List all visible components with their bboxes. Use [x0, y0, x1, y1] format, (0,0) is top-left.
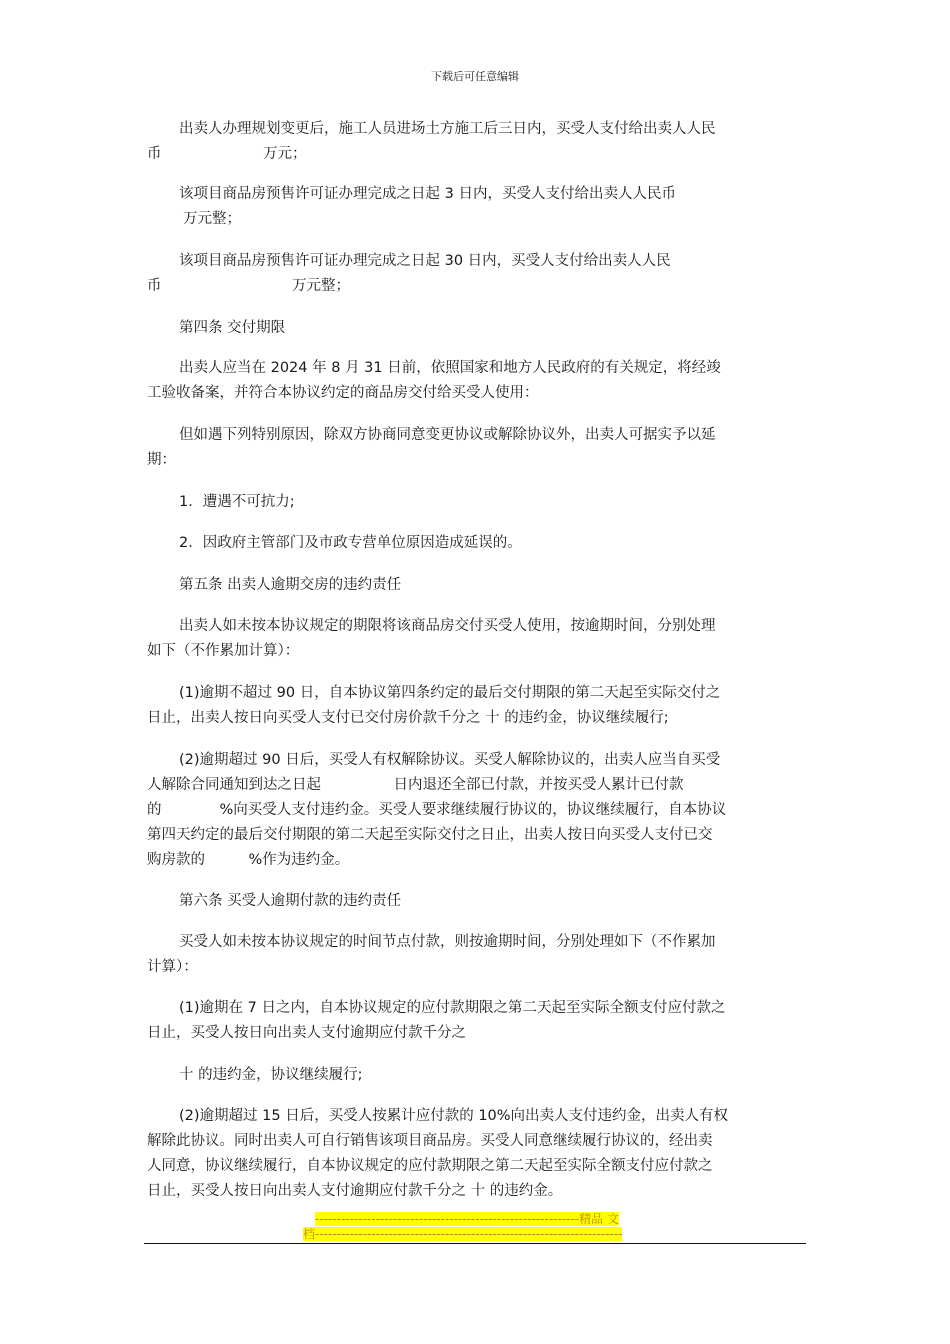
text-line: 人解除合同通知到达之日起 日内退还全部已付款，并按买受人累计已付款 [147, 777, 684, 793]
text-line: 万元整； [183, 211, 241, 227]
paragraph-seller-late-1 [147, 681, 807, 731]
text-line: 但如遇下列特别原因，除双方协商同意变更协议或解除协议外，出卖人可据实予以延 [179, 427, 716, 443]
section-heading-5 [147, 573, 807, 598]
text-line: 2．因政府主管部门及市政专营单位原因造成延误的。 [179, 535, 522, 551]
text-line: 该项目商品房预售许可证办理完成之日起 3 日内，买受人支付给出卖人人民币 [179, 186, 676, 202]
text-line: 出卖人如未按本协议规定的期限将该商品房交付买受人使用，按逾期时间，分别处理 [179, 618, 716, 634]
text-line: 工验收备案，并符合本协议约定的商品房交付给买受人使用： [147, 385, 539, 401]
footer-line-1: -------------------------------------------------------------精品 文 [315, 1212, 619, 1226]
section-heading-6 [147, 889, 807, 914]
paragraph-payment-1 [147, 117, 807, 167]
text-line: 计算）： [147, 959, 198, 975]
text-line: 币 万元； [147, 146, 307, 162]
text-line: 期： [147, 452, 176, 468]
list-item-2 [147, 531, 807, 556]
text-line: (1)逾期在 7 日之内，自本协议规定的应付款期限之第二天起至实际全额支付应付款之 [179, 1000, 726, 1016]
paragraph-delivery-term [147, 356, 807, 406]
text-line: 解除此协议。同时出卖人可自行销售该项目商品房。买受人同意继续履行协议的，经出卖 [147, 1133, 713, 1149]
text-line: 十 的违约金，协议继续履行; [179, 1067, 363, 1083]
paragraph-buyer-late-1-cont [147, 1063, 807, 1088]
text-line: (1)逾期不超过 90 日，自本协议第四条约定的最后交付期限的第二天起至实际交付之 [179, 685, 721, 701]
paragraph-payment-3 [147, 249, 807, 299]
paragraph-seller-late [147, 614, 807, 664]
text-line: 日止，出卖人按日向买受人支付已交付房价款千分之 十 的违约金，协议继续履行; [147, 710, 669, 726]
paragraph-seller-late-2 [147, 748, 807, 873]
text-line: (2)逾期超过 15 日后，买受人按累计应付款的 10%向出卖人支付违约金，出卖人有权 [179, 1108, 729, 1124]
footer-divider [144, 1243, 806, 1244]
text-line: 的 %向买受人支付违约金。买受人要求继续履行协议的，协议继续履行，自本协议 [147, 802, 727, 818]
text-line: 如下（不作累加计算）： [147, 643, 300, 659]
paragraph-buyer-late-1 [147, 996, 807, 1046]
text-line: 日止，买受人按日向出卖人支付逾期应付款千分之 十 的违约金。 [147, 1183, 563, 1199]
list-item-1 [147, 490, 807, 515]
paragraph-buyer-late [147, 930, 807, 980]
text-line: 第五条 出卖人逾期交房的违约责任 [179, 577, 402, 593]
text-line: 该项目商品房预售许可证办理完成之日起 30 日内，买受人支付给出卖人人民 [179, 253, 671, 269]
footer-watermark [147, 1212, 807, 1242]
text-line: 币 万元整； [147, 278, 350, 294]
text-line: 人同意，协议继续履行，自本协议规定的应付款期限之第二天起至实际全额支付应付款之 [147, 1158, 713, 1174]
text-line: (2)逾期超过 90 日后，买受人有权解除协议。买受人解除协议的，出卖人应当自买受 [179, 752, 721, 768]
section-heading-4 [147, 316, 807, 341]
footer-line-2: 档----------------------------------------------------------------------- [303, 1227, 623, 1241]
paragraph-payment-2 [147, 182, 807, 232]
text-line: 买受人如未按本协议规定的时间节点付款，则按逾期时间，分别处理如下（不作累加 [179, 934, 716, 950]
paragraph-buyer-late-2 [147, 1104, 807, 1204]
text-line: 购房款的 %作为违约金。 [147, 852, 350, 868]
text-line: 出卖人应当在 2024 年 8 月 31 日前，依照国家和地方人民政府的有关规定，将经竣 [179, 360, 721, 376]
paragraph-extension [147, 423, 807, 473]
text-line: 日止，买受人按日向出卖人支付逾期应付款千分之 [147, 1025, 466, 1041]
text-line: 第四条 交付期限 [179, 320, 286, 336]
text-line: 1．遭遇不可抗力; [179, 494, 295, 510]
text-line: 出卖人办理规划变更后，施工人员进场土方施工后三日内，买受人支付给出卖人人民 [179, 121, 716, 137]
page-header: 下载后可任意编辑 [431, 70, 519, 83]
text-line: 第四天约定的最后交付期限的第二天起至实际交付之日止，出卖人按日向买受人支付已交 [147, 827, 713, 843]
text-line: 第六条 买受人逾期付款的违约责任 [179, 893, 402, 909]
